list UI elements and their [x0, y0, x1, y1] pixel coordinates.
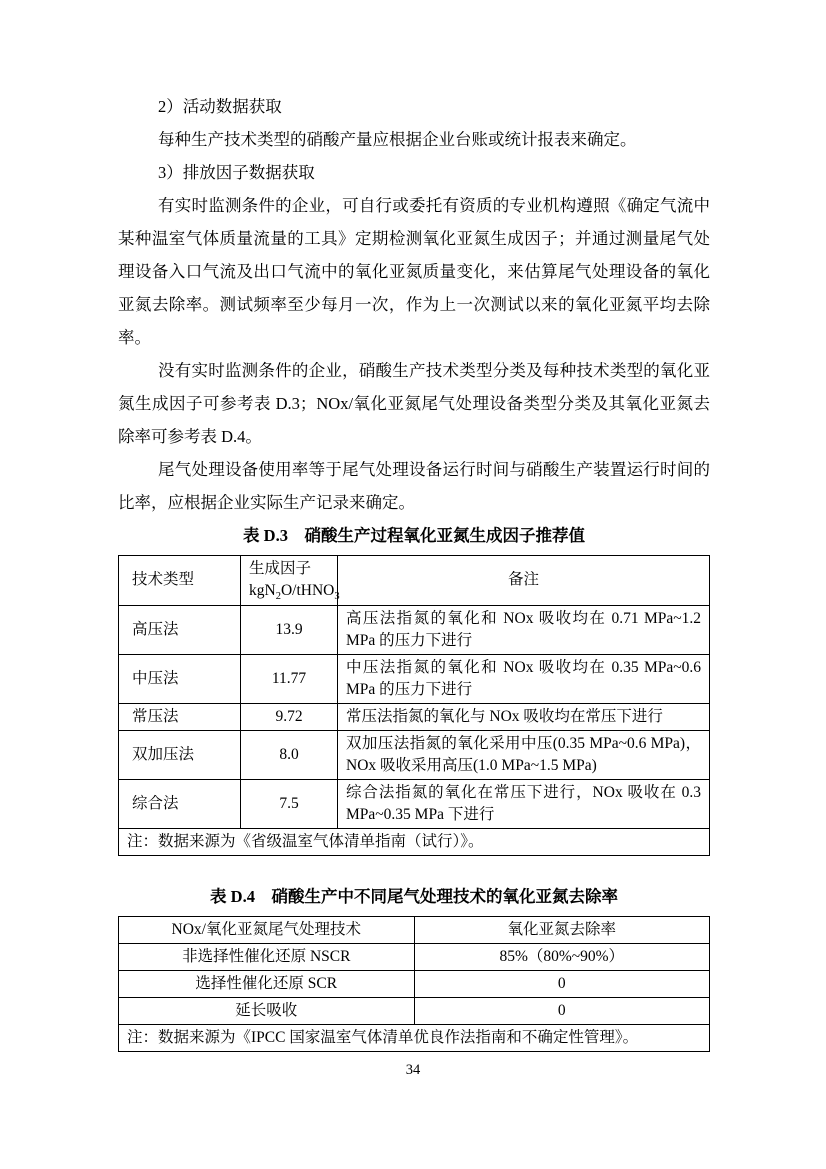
tech-type-cell: 双加压法: [119, 730, 241, 779]
generation-factor-unit: [249, 580, 340, 603]
factor-value-cell: 13.9: [241, 605, 338, 654]
generation-factor-label: 生成因子: [249, 560, 312, 577]
paragraph-realtime-monitoring: 有实时监测条件的企业，可自行或委托有资质的专业机构遵照《确定气流中某种温室气体质量流量的工具》定期检测氧化亚氮生成因子；并通过测量尾气处理设备入口气流及出口气流中的氧化亚氮质量变化，来估算尾气处理设备的氧化亚氮去除率。测试频率至少每月一次，作为上一次测试以来的氧化亚氮平均去除率。: [118, 196, 710, 347]
heading-emission-factor-data: 3）排放因子数据获取: [158, 163, 315, 182]
remark-cell: 高压法指氮的氧化和 NOx 吸收均在 0.71 MPa~1.2 MPa 的压力下进行: [338, 605, 710, 654]
unit-text: kgN: [249, 582, 276, 599]
factor-value-cell: 11.77: [241, 654, 338, 703]
page-number: 34: [405, 1062, 421, 1078]
table-d4-header-removal-rate: 氧化亚氮去除率: [414, 916, 710, 943]
tech-type-cell: 常压法: [119, 703, 241, 730]
table-d3-note-row: [119, 828, 710, 855]
table-row: [119, 605, 710, 654]
remark-cell: 综合法指氮的氧化在常压下进行，NOx 吸收在 0.3 MPa~0.35 MPa 下进行: [338, 779, 710, 828]
factor-value-cell: 7.5: [241, 779, 338, 828]
table-d3-header-generation-factor: [241, 556, 338, 606]
table-d3-header-tech-type: 技术类型: [119, 556, 241, 606]
removal-rate-cell: 0: [414, 970, 710, 997]
tech-type-cell: 中压法: [119, 654, 241, 703]
table-row: [119, 703, 710, 730]
table-row: [119, 730, 710, 779]
table-d3-header-row: [119, 556, 710, 606]
treatment-tech-cell: 非选择性催化还原 NSCR: [119, 943, 415, 970]
treatment-tech-cell: 延长吸收: [119, 997, 415, 1024]
unit-text: O/tHNO: [280, 582, 335, 599]
table-d3-title: 表 D.3 硝酸生产过程氧化亚氮生成因子推荐值: [243, 526, 585, 545]
table-d3-source-note: 注：数据来源为《省级温室气体清单指南（试行）》。: [119, 828, 710, 855]
heading-activity-data: 2）活动数据获取: [158, 97, 282, 116]
table-row: [119, 654, 710, 703]
tech-type-cell: 高压法: [119, 605, 241, 654]
paragraph-activity-data: 每种生产技术类型的硝酸产量应根据企业台账或统计报表来确定。: [158, 130, 637, 149]
table-d3: [118, 555, 710, 856]
removal-rate-cell: 85%（80%~90%）: [414, 943, 710, 970]
treatment-tech-cell: 选择性催化还原 SCR: [119, 970, 415, 997]
table-d4-note-row: [119, 1024, 710, 1051]
paragraph-no-realtime-monitoring: 没有实时监测条件的企业，硝酸生产技术类型分类及每种技术类型的氧化亚氮生成因子可参考表 D.3；NOx/氧化亚氮尾气处理设备类型分类及其氧化亚氮去除率可参考表 D.4。: [118, 361, 710, 446]
table-d4-header-treatment-tech: NOx/氧化亚氮尾气处理技术: [119, 916, 415, 943]
table-d4-title: 表 D.4 硝酸生产中不同尾气处理技术的氧化亚氮去除率: [210, 886, 618, 906]
remark-cell: 常压法指氮的氧化与 NOx 吸收均在常压下进行: [338, 703, 710, 730]
table-row: [119, 970, 710, 997]
table-d4: [118, 916, 710, 1052]
remark-cell: 双加压法指氮的氧化采用中压(0.35 MPa~0.6 MPa)，NOx 吸收采用高压(1.0 MPa~1.5 MPa): [338, 730, 710, 779]
removal-rate-cell: 0: [414, 997, 710, 1024]
tech-type-cell: 综合法: [119, 779, 241, 828]
paragraph-equipment-usage-rate: 尾气处理设备使用率等于尾气处理设备运行时间与硝酸生产装置运行时间的比率，应根据企业实际生产记录来确定。: [118, 460, 710, 512]
table-row: [119, 943, 710, 970]
unit-subscript: 3: [334, 591, 340, 603]
table-d3-header-remark: 备注: [338, 556, 710, 606]
factor-value-cell: 8.0: [241, 730, 338, 779]
remark-cell: 中压法指氮的氧化和 NOx 吸收均在 0.35 MPa~0.6 MPa 的压力下进行: [338, 654, 710, 703]
table-row: [119, 779, 710, 828]
table-row: [119, 997, 710, 1024]
unit-subscript: 2: [275, 591, 281, 603]
table-d4-header-row: [119, 916, 710, 943]
table-d4-source-note: 注：数据来源为《IPCC 国家温室气体清单优良作法指南和不确定性管理》。: [119, 1024, 710, 1051]
factor-value-cell: 9.72: [241, 703, 338, 730]
